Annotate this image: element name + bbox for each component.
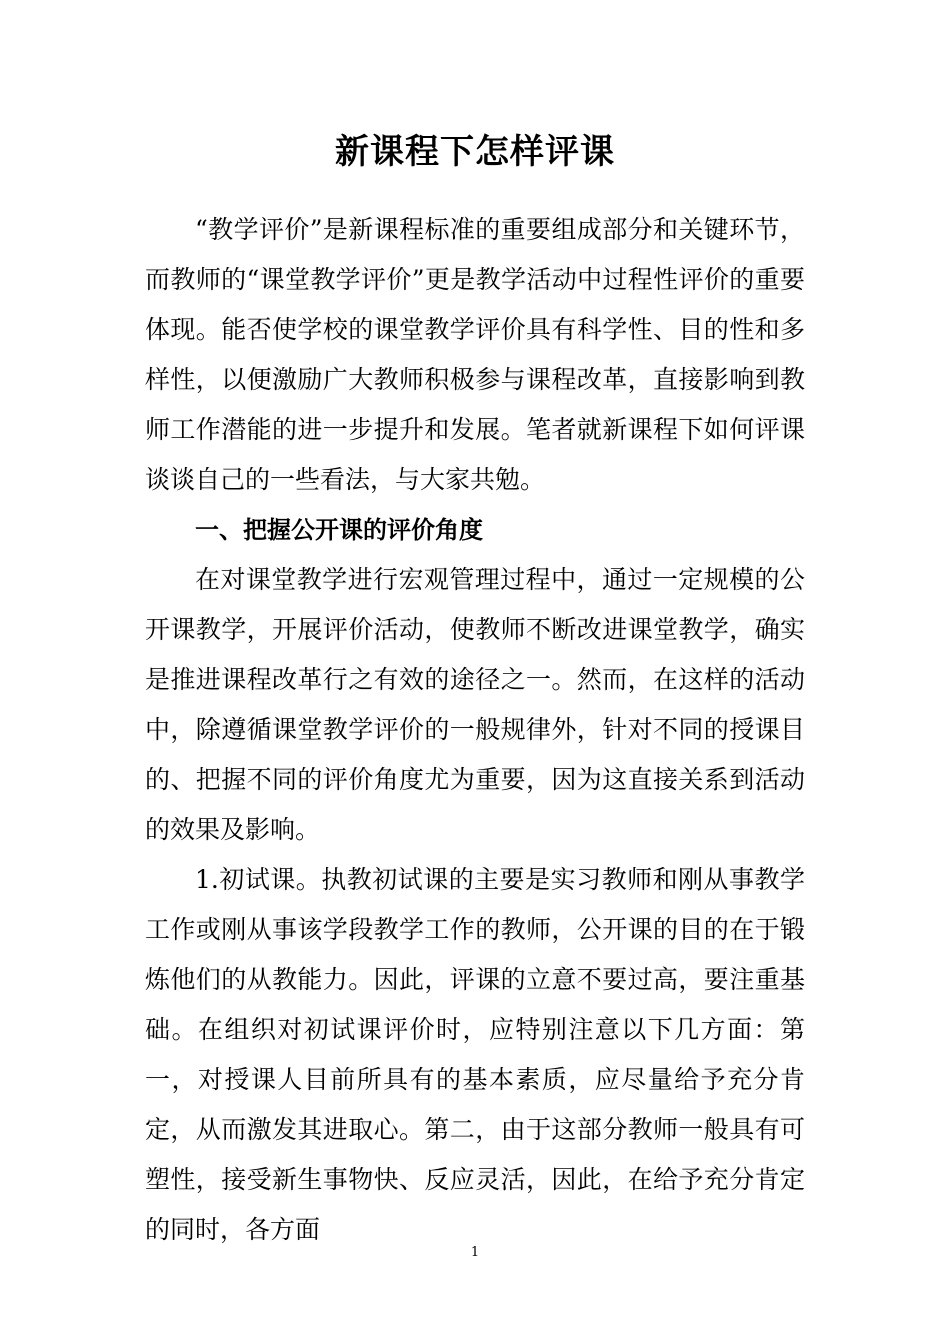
section-heading: 一、把握公开课的评价角度	[195, 516, 483, 544]
trial-lesson-paragraph: 1.初试课。执教初试课的主要是实习教师和刚从事教学工作或刚从事该学段教学工作的教师，公开课的目的在于锻炼他们的从教能力。因此，评课的立意不要过高，要注重基础。在组织对初试课评价时，应特别注意以下几方面：第一，对授课人目前所具有的基本素质，应尽量给予充分肯定，从而激发其进取心。第二，由于这部分教师一般具有可塑性，接受新生事物快、反应灵活，因此，在给予充分肯定的同时，各方面	[145, 865, 805, 1244]
document-body	[145, 205, 805, 1255]
document-title: 新课程下怎样评课	[335, 132, 615, 172]
intro-paragraph: “教学评价”是新课程标准的重要组成部分和关键环节，而教师的“课堂教学评价”更是教学活动中过程性评价的重要体现。能否使学校的课堂教学评价具有科学性、目的性和多样性，以便激励广大教师积极参与课程改革，直接影响到教师工作潜能的进一步提升和发展。笔者就新课程下如何评课谈谈自己的一些看法，与大家共勉。	[145, 215, 805, 494]
page-number: 1	[470, 1245, 480, 1260]
section-paragraph: 在对课堂教学进行宏观管理过程中，通过一定规模的公开课教学，开展评价活动，使教师不断改进课堂教学，确实是推进课程改革行之有效的途径之一。然而，在这样的活动中，除遵循课堂教学评价的一般规律外，针对不同的授课目的、把握不同的评价角度尤为重要，因为这直接关系到活动的效果及影响。	[145, 565, 805, 844]
